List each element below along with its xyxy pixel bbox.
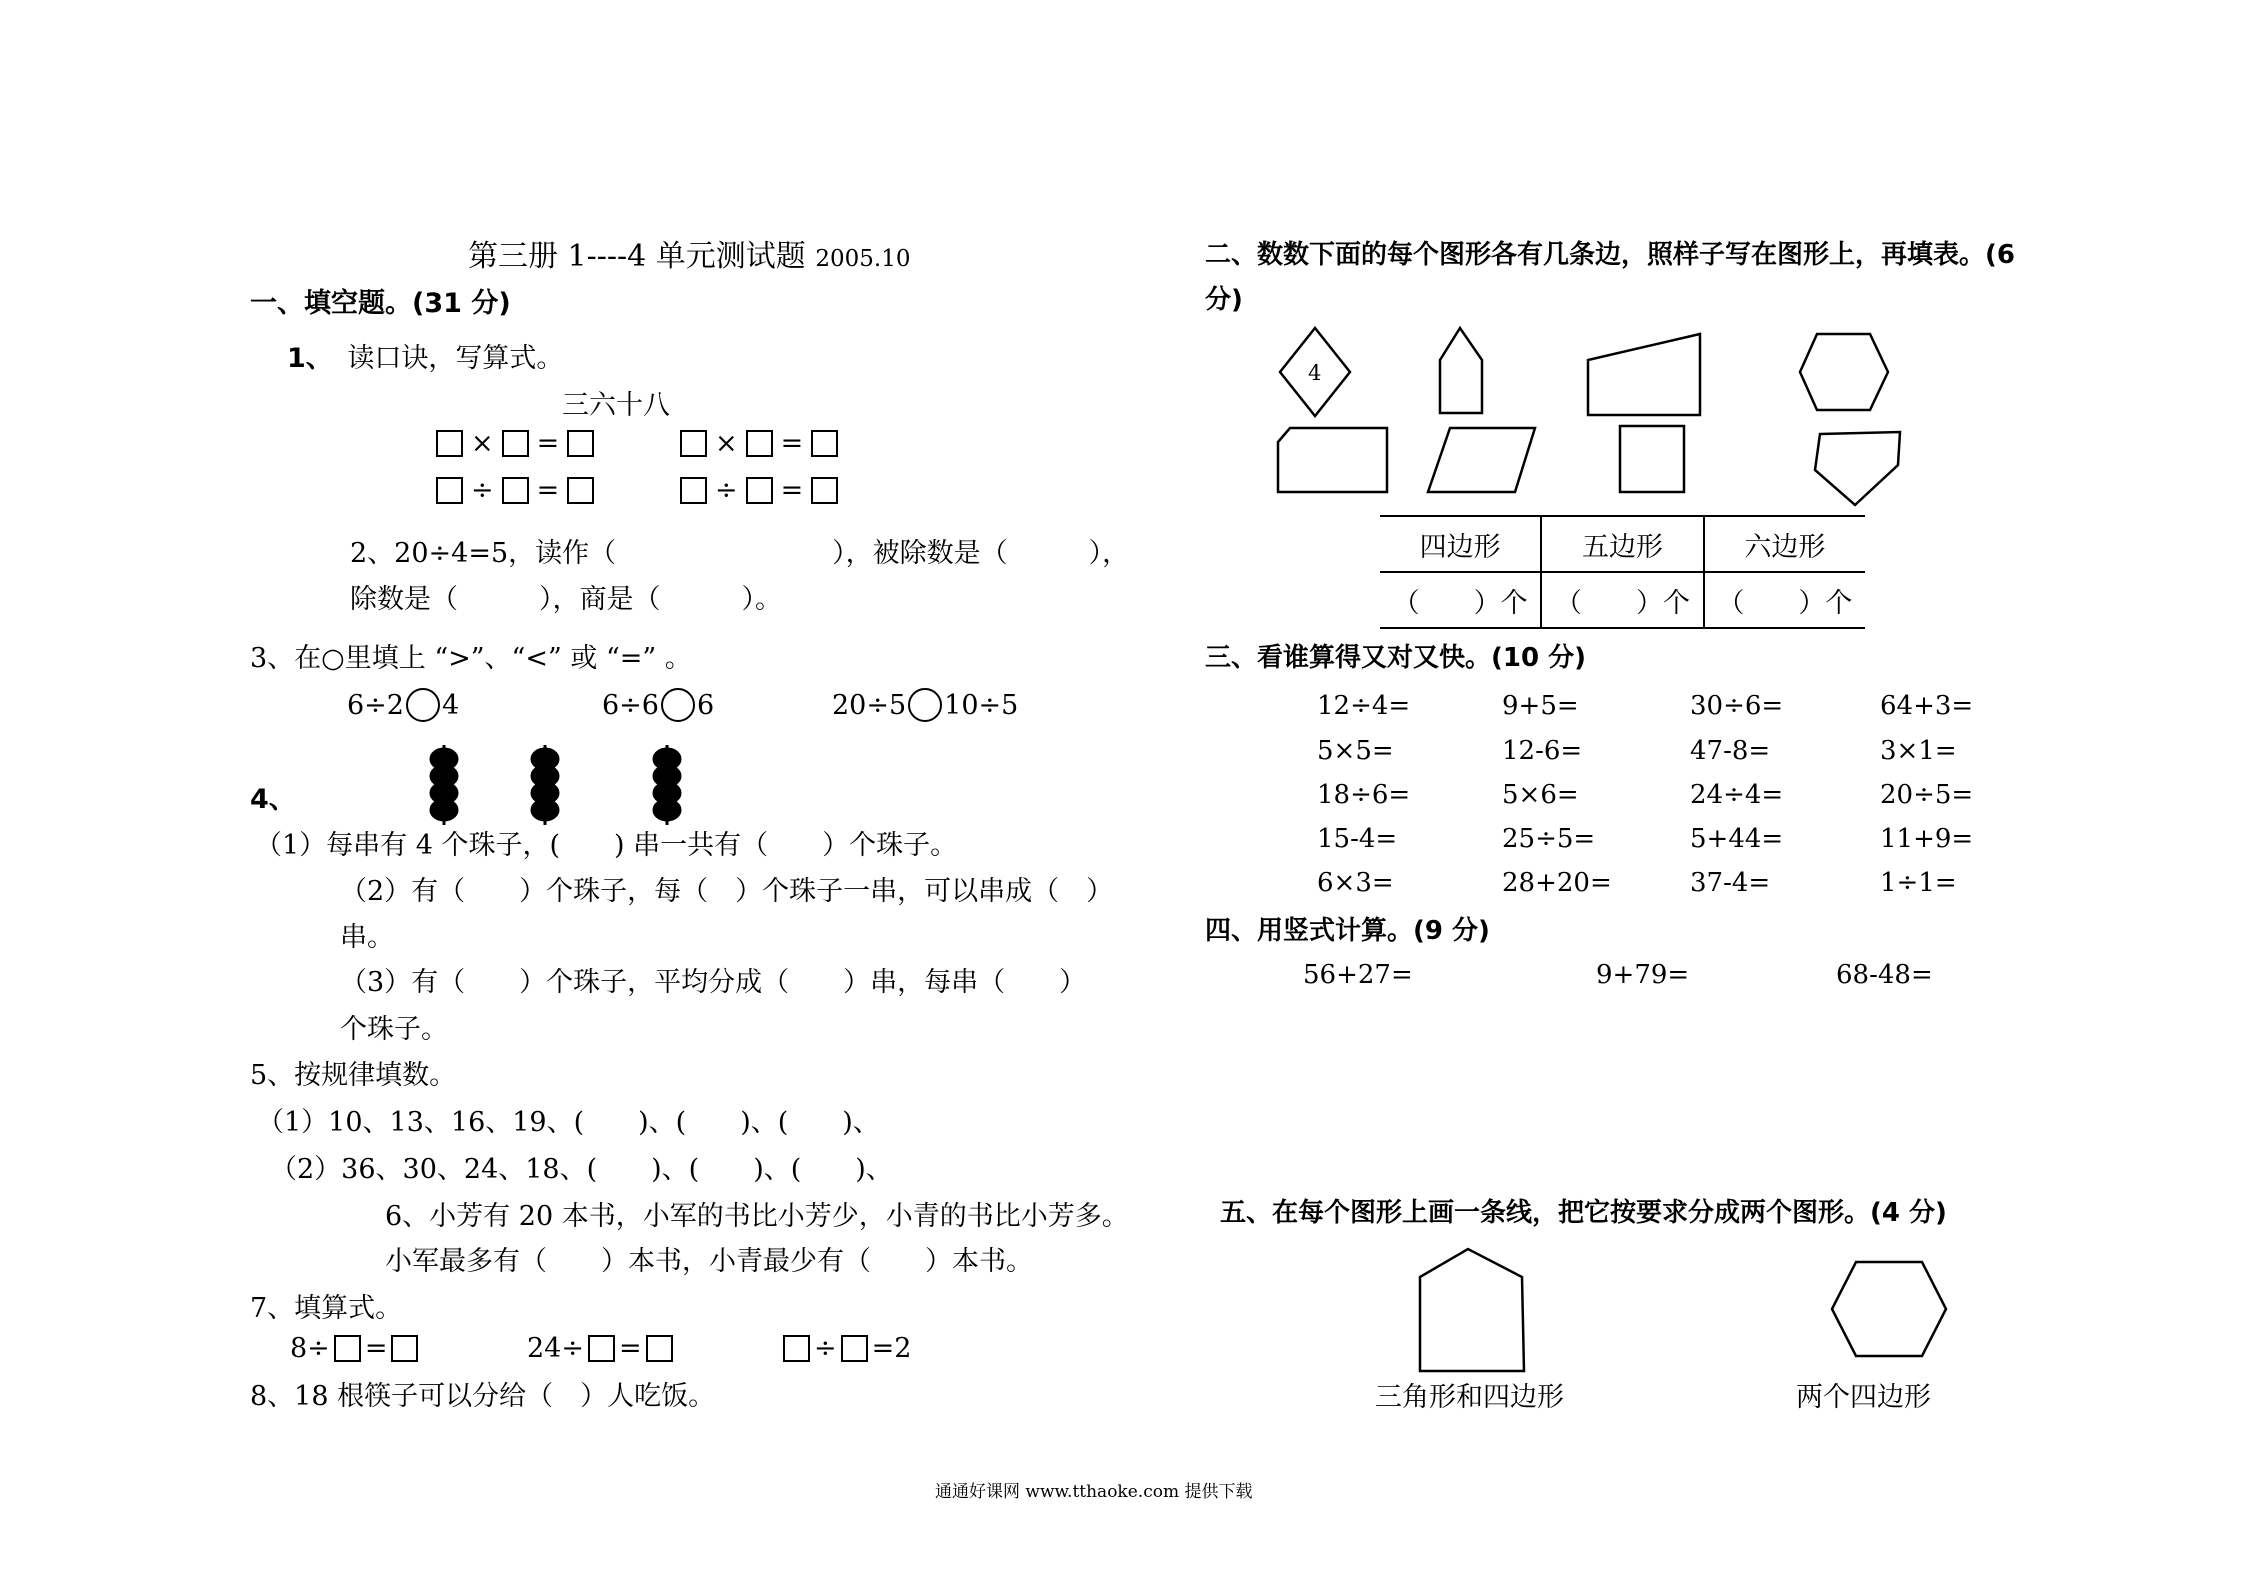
q5-part1: （1）10、13、16、19、( )、( )、( )、 — [257, 1107, 880, 1138]
page-footer: 通通好课网 www.tthaoke.com 提供下载 — [935, 1482, 1253, 1502]
answer-box[interactable] — [567, 477, 594, 504]
calc-problem: 5+44= — [1690, 824, 1784, 854]
equals-sign: = — [780, 475, 804, 506]
q4-part2-line1: （2）有（ ）个珠子，每（ ）个珠子一串，可以串成（ ） — [340, 876, 1114, 907]
section2-heading-line2: 分) — [1205, 285, 1243, 315]
q2-line2: 除数是（ ），商是（ ）。 — [350, 584, 782, 615]
times-sign: × — [471, 428, 494, 459]
q7-item-c — [783, 1335, 911, 1362]
section5-heading: 五、在每个图形上画一条线，把它按要求分成两个图形。(4 分) — [1220, 1198, 1947, 1228]
bead-strings-illustration — [420, 745, 700, 825]
q4-part3-line1: （3）有（ ）个珠子，平均分成（ ）串，每串（ ） — [340, 967, 1087, 998]
q4-part1: （1）每串有 4 个珠子，( ) 串一共有（ ）个珠子。 — [255, 830, 958, 861]
title-date: 2005.10 — [815, 246, 911, 272]
compare-circle[interactable] — [406, 688, 440, 722]
answer-box[interactable] — [391, 1335, 418, 1362]
equals-sign: = — [364, 1333, 388, 1364]
q6-line1: 6、小芳有 20 本书，小军的书比小芳少，小青的书比小芳多。 — [385, 1201, 1129, 1232]
q3-b-right: 6 — [696, 689, 715, 721]
q3-a-left: 6÷2 — [347, 689, 404, 721]
q7-c-suffix: =2 — [871, 1333, 912, 1364]
divide-sign: ÷ — [814, 1333, 837, 1364]
table-header-quad: 四边形 — [1380, 516, 1541, 572]
divide-sign: ÷ — [471, 475, 494, 506]
shape-count-table — [1380, 515, 1865, 629]
answer-box[interactable] — [680, 430, 707, 457]
answer-box[interactable] — [680, 477, 707, 504]
q1-number: 1、 — [287, 343, 333, 374]
q4-label: 4、 — [250, 784, 296, 815]
q4-part2-line2: 串。 — [340, 922, 394, 953]
calc-problem: 25÷5= — [1502, 824, 1596, 854]
answer-box[interactable] — [436, 477, 463, 504]
answer-box[interactable] — [746, 477, 773, 504]
calc-problem: 12÷4= — [1317, 691, 1411, 721]
q1-div-row-a — [436, 477, 594, 504]
table-cell-hexa[interactable]: （ ）个 — [1704, 572, 1865, 628]
q1-line — [287, 345, 563, 372]
vertical-calc-item: 9+79= — [1596, 960, 1690, 990]
calc-problem: 5×6= — [1502, 780, 1579, 810]
bead-string — [654, 745, 680, 825]
q3-item-b — [602, 688, 714, 722]
q1-text: 读口诀，写算式。 — [347, 343, 564, 374]
vertical-calc-item: 68-48= — [1836, 960, 1933, 990]
section4-heading: 四、用竖式计算。(9 分) — [1205, 916, 1490, 946]
table-cell-quad[interactable]: （ ）个 — [1380, 572, 1541, 628]
equals-sign: = — [618, 1333, 642, 1364]
compare-circle[interactable] — [661, 688, 695, 722]
calc-problem: 64+3= — [1880, 691, 1974, 721]
vertical-calc-item: 56+27= — [1303, 960, 1413, 990]
calc-problem: 15-4= — [1317, 824, 1398, 854]
section3-heading: 三、看谁算得又对又快。(10 分) — [1205, 643, 1586, 673]
q3-b-left: 6÷6 — [602, 689, 659, 721]
hexagon-shape — [1832, 1262, 1946, 1356]
calc-problem: 30÷6= — [1690, 691, 1784, 721]
table-header-hexa: 六边形 — [1704, 516, 1865, 572]
answer-box[interactable] — [783, 1335, 810, 1362]
equals-sign: = — [536, 475, 560, 506]
answer-box[interactable] — [811, 477, 838, 504]
parallelogram-shape — [1428, 428, 1535, 492]
answer-box[interactable] — [334, 1335, 361, 1362]
answer-box[interactable] — [646, 1335, 673, 1362]
calc-problem: 6×3= — [1317, 868, 1394, 898]
house-pentagon-shape — [1440, 328, 1482, 413]
calc-problem: 18÷6= — [1317, 780, 1411, 810]
calc-problem: 20÷5= — [1880, 780, 1974, 810]
bead-string — [532, 745, 558, 825]
hexagon-shape — [1800, 334, 1888, 410]
calc-problem: 3×1= — [1880, 736, 1957, 766]
q1-formula: 三六十八 — [562, 390, 670, 421]
q7-item-b — [527, 1335, 673, 1362]
q1-div-row-b — [680, 477, 838, 504]
q3-a-right: 4 — [441, 689, 460, 721]
answer-box[interactable] — [567, 430, 594, 457]
equals-sign: = — [780, 428, 804, 459]
shape1-label: 三角形和四边形 — [1375, 1382, 1564, 1413]
shapes-to-split — [1400, 1245, 1980, 1375]
bead-string — [431, 745, 457, 825]
q7-a-prefix: 8÷ — [290, 1333, 330, 1364]
calc-problem: 5×5= — [1317, 736, 1394, 766]
calc-problem: 24÷4= — [1690, 780, 1784, 810]
calc-problem: 28+20= — [1502, 868, 1612, 898]
equals-sign: = — [536, 428, 560, 459]
divide-sign: ÷ — [715, 475, 738, 506]
q7-item-a — [290, 1335, 418, 1362]
q1-mult-row-b — [680, 430, 838, 457]
title-text: 第三册 1----4 单元测试题 — [468, 239, 806, 274]
q5-text: 5、按规律填数。 — [250, 1060, 457, 1091]
calc-problem: 47-8= — [1690, 736, 1771, 766]
calc-problem: 11+9= — [1880, 824, 1974, 854]
q3-c-right: 10÷5 — [944, 689, 1019, 721]
answer-box[interactable] — [588, 1335, 615, 1362]
section2-heading-line1: 二、数数下面的每个图形各有几条边，照样子写在图形上，再填表。(6 — [1205, 240, 2015, 270]
q5-part2: （2）36、30、24、18、( )、( )、( )、 — [270, 1154, 893, 1185]
q4-part3-line2: 个珠子。 — [340, 1014, 448, 1045]
calc-problem: 12-6= — [1502, 736, 1583, 766]
q2-line1: 2、20÷4=5，读作（ ），被除数是（ ）， — [350, 538, 1130, 569]
q3-item-c — [832, 688, 1018, 722]
house-shape — [1420, 1249, 1524, 1371]
calc-problem: 37-4= — [1690, 868, 1771, 898]
trapezoid-shape — [1588, 334, 1700, 415]
q3-item-a — [347, 688, 459, 722]
answer-box[interactable] — [746, 430, 773, 457]
q6-line2: 小军最多有（ ）本书，小青最少有（ ）本书。 — [385, 1246, 1033, 1277]
q8-text: 8、18 根筷子可以分给（ ）人吃饭。 — [250, 1381, 716, 1412]
q1-mult-row-a — [436, 430, 594, 457]
answer-box[interactable] — [436, 430, 463, 457]
section1-heading: 一、填空题。(31 分) — [250, 288, 511, 319]
table-cell-penta[interactable]: （ ）个 — [1541, 572, 1703, 628]
shapes-to-count — [1270, 320, 1910, 500]
compare-circle[interactable] — [908, 688, 942, 722]
q7-text: 7、填算式。 — [250, 1293, 403, 1324]
cut-rectangle-shape — [1278, 428, 1387, 492]
answer-box[interactable] — [502, 477, 529, 504]
calc-problem: 1÷1= — [1880, 868, 1957, 898]
q3-c-left: 20÷5 — [832, 689, 907, 721]
answer-box[interactable] — [811, 430, 838, 457]
table-header-penta: 五边形 — [1541, 516, 1703, 572]
page-title — [468, 239, 911, 274]
answer-box[interactable] — [502, 430, 529, 457]
square-shape — [1620, 426, 1684, 492]
pentagon-shape — [1815, 432, 1900, 505]
q3-text: 3、在○里填上 “>”、“<” 或 “=” 。 — [250, 643, 692, 674]
sample-edge-count: 4 — [1308, 361, 1322, 385]
calc-problem: 9+5= — [1502, 691, 1579, 721]
times-sign: × — [715, 428, 738, 459]
q7-b-prefix: 24÷ — [527, 1333, 584, 1364]
shape2-label: 两个四边形 — [1796, 1382, 1931, 1413]
answer-box[interactable] — [841, 1335, 868, 1362]
